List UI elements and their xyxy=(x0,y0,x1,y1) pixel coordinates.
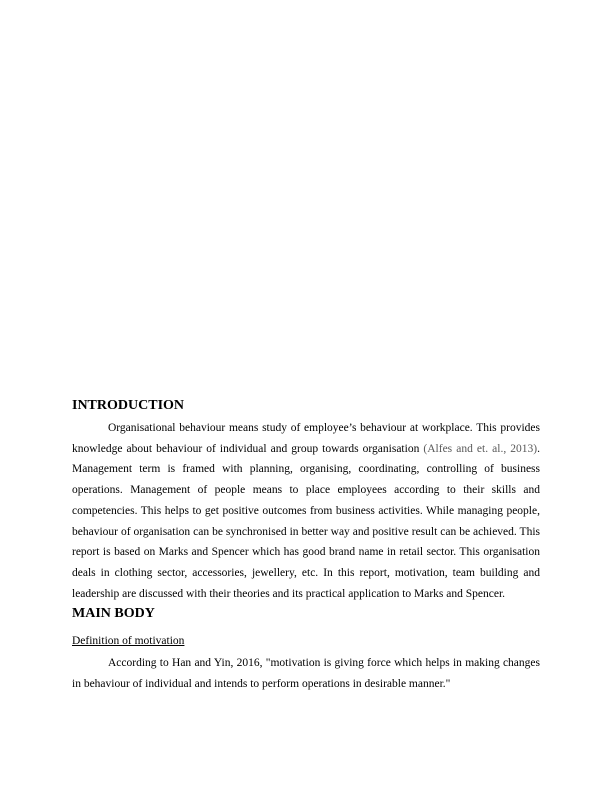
page-content xyxy=(72,396,540,695)
motivation-definition-subheading: Definition of motivation xyxy=(72,635,185,648)
motivation-paragraph: According to Han and Yin, 2016, "motivation is giving force which helps in making changes in behaviour of individual and intends to perform operations in desirable manner." xyxy=(72,657,540,691)
introduction-paragraph xyxy=(72,418,540,604)
introduction-text-part2: . Management term is framed with planning, organising, coordinating, controlling of business operations. Management of people means to place employees according to their skills and competencies. This helps to get positive outcomes from business activities. While managing people, behaviour of organisation can be synchronised in better way and positive result can be achieved. This report is based on Marks and Spencer which has good brand name in retail sector. This organisation deals in clothing sector, accessories, jewellery, etc. In this report, motivation, team building and leadership are discussed with their theories and its practical application to Marks and Spencer. xyxy=(72,442,540,600)
main-body-heading: MAIN BODY xyxy=(72,606,155,622)
introduction-heading: INTRODUCTION xyxy=(72,398,185,413)
introduction-text-part1: Organisational behaviour means study of employee’s behaviour at workplace. This provides knowledge about behaviour of individual and group towards organisation xyxy=(72,422,540,455)
citation: (Alfes and et. al., 2013) xyxy=(423,442,538,455)
